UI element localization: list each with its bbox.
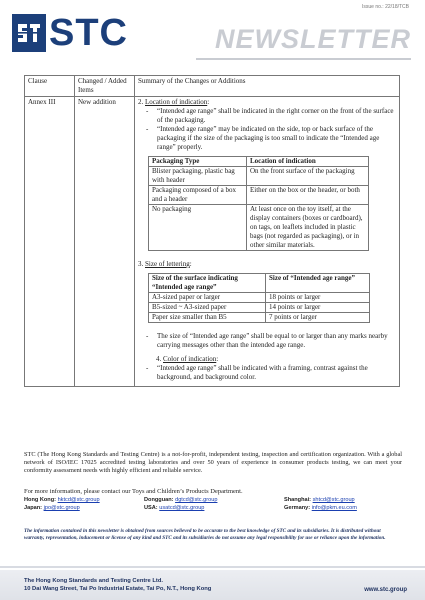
list-item: - The size of “Intended age range” shall be equal to or larger than any marks nearby carrying messages other than the intended age range.: [144, 332, 396, 350]
footer-website-link[interactable]: www.stc.group: [364, 587, 407, 593]
contacts-row: [24, 504, 402, 512]
section-2-bullets: [144, 107, 396, 152]
packaging-location-table: [148, 156, 369, 251]
page-footer: [0, 566, 425, 600]
newsletter-title: NEWSLETTER: [215, 24, 411, 54]
list-item: - “Intended age range” shall be indicated with a framing, contrast against the background, and background color.: [144, 364, 396, 382]
table-row: Blister packaging, plastic bag with header On the front surface of the packaging: [149, 167, 369, 186]
section-2-heading: 2. Location of indication:: [138, 98, 210, 106]
list-item: - “Intended age range” may be indicated on the side, top or back surface of the packaging if the size of the packaging is too small to indicate the “Intended age range” properly.: [144, 125, 396, 152]
usa-email-link[interactable]: usatcd@stc.group: [159, 505, 205, 511]
disclaimer-text: The information contained in this newsletter is obtained from sources believed to be accurate to the best knowledge of STC and its subsidiaries. It is distributed without warranty, representation, inducement or license of any kind and STC and its subsidiaries do not assume any legal responsibility for use or reliance upon the information.: [24, 528, 386, 541]
more-info-text: For more information, please contact our Toys and Children’s Products Department.: [24, 488, 243, 495]
section-4-heading: 4. Color of indication:: [156, 355, 219, 363]
table-row: Packaging composed of a box and a header Either on the box or the header, or both: [149, 186, 369, 205]
footer-company-name: The Hong Kong Standards and Testing Centre Ltd.: [24, 578, 164, 584]
summary-cell: [135, 97, 400, 387]
table-row: Paper size smaller than B5 7 points or larger: [149, 313, 370, 323]
contact-hong-kong: Hong Kong: hktcd@stc.group: [24, 497, 100, 503]
table-row: B5-sized ~ A3-sized paper 14 points or larger: [149, 303, 370, 313]
column-header-packaging-type: Packaging Type: [149, 157, 247, 167]
changes-table: [24, 75, 400, 387]
table-row: A3-sized paper or larger 18 points or larger: [149, 293, 370, 303]
stc-logo: [12, 14, 128, 52]
column-header-location: Location of indication: [247, 157, 369, 167]
hong-kong-email-link[interactable]: hktcd@stc.group: [57, 497, 100, 503]
clause-cell: Annex III: [25, 97, 75, 387]
list-item: - “Intended age range” shall be indicated in the right corner on the front of the surface of the packaging.: [144, 107, 396, 125]
table-row: No packaging At least once on the toy itself, at the display containers (boxes or cardboard), on tags, on leaflets included in plastic bags (not regarded as packaging), or in other similar materials.: [149, 205, 369, 251]
header-divider: [196, 58, 411, 74]
column-header-summary: Summary of the Changes or Additions: [135, 76, 400, 97]
japan-email-link[interactable]: jpo@stc.group: [43, 505, 80, 511]
table-row: [25, 97, 400, 387]
contact-germany: Germany: info@pkm.eu.com: [284, 505, 357, 511]
contacts-block: [24, 496, 402, 512]
section-4-bullets: [144, 364, 396, 382]
shanghai-email-link[interactable]: shtcd@stc.group: [312, 497, 355, 503]
footer-address: 10 Dai Wang Street, Tai Po Industrial Estate, Tai Po, N.T., Hong Kong: [24, 586, 212, 592]
column-header-surface-size: Size of the surface indicating “Intended age range”: [149, 274, 266, 293]
contact-shanghai: Shanghai: shtcd@stc.group: [284, 497, 355, 503]
section-3-heading: 3. Size of lettering:: [138, 260, 192, 268]
dongguan-email-link[interactable]: dgtcd@stc.group: [175, 497, 218, 503]
changed-cell: New addition: [75, 97, 135, 387]
column-header-changed-items: Changed / Added Items: [75, 76, 135, 97]
contact-dongguan: Dongguan: dgtcd@stc.group: [144, 497, 218, 503]
column-header-clause: Clause: [25, 76, 75, 97]
issue-number: Issue no.: 22/18/TCB: [362, 4, 409, 10]
contact-japan: Japan: jpo@stc.group: [24, 505, 80, 511]
section-3-bullets: [144, 332, 396, 350]
contacts-row: [24, 496, 402, 504]
contact-usa: USA: usatcd@stc.group: [144, 505, 205, 511]
column-header-lettering-size: Size of “Intended age range”: [266, 274, 370, 293]
lettering-size-table: [148, 273, 370, 323]
stc-logo-text: STC: [49, 12, 128, 54]
changes-table-header-row: [25, 76, 400, 97]
about-stc-paragraph: STC (The Hong Kong Standards and Testing Centre) is a not-for-profit, independent testing, inspection and certification organization. With a global network of ISO/IEC 17025 accredited testing laboratories and over 50 years of experience in consumer products testing, we can meet your conformity assessment needs with highly efficient and reliable service.: [24, 451, 402, 474]
footer-company-info: [24, 577, 211, 593]
stc-logo-mark-icon: [12, 14, 46, 52]
germany-email-link[interactable]: info@pkm.eu.com: [311, 505, 357, 511]
